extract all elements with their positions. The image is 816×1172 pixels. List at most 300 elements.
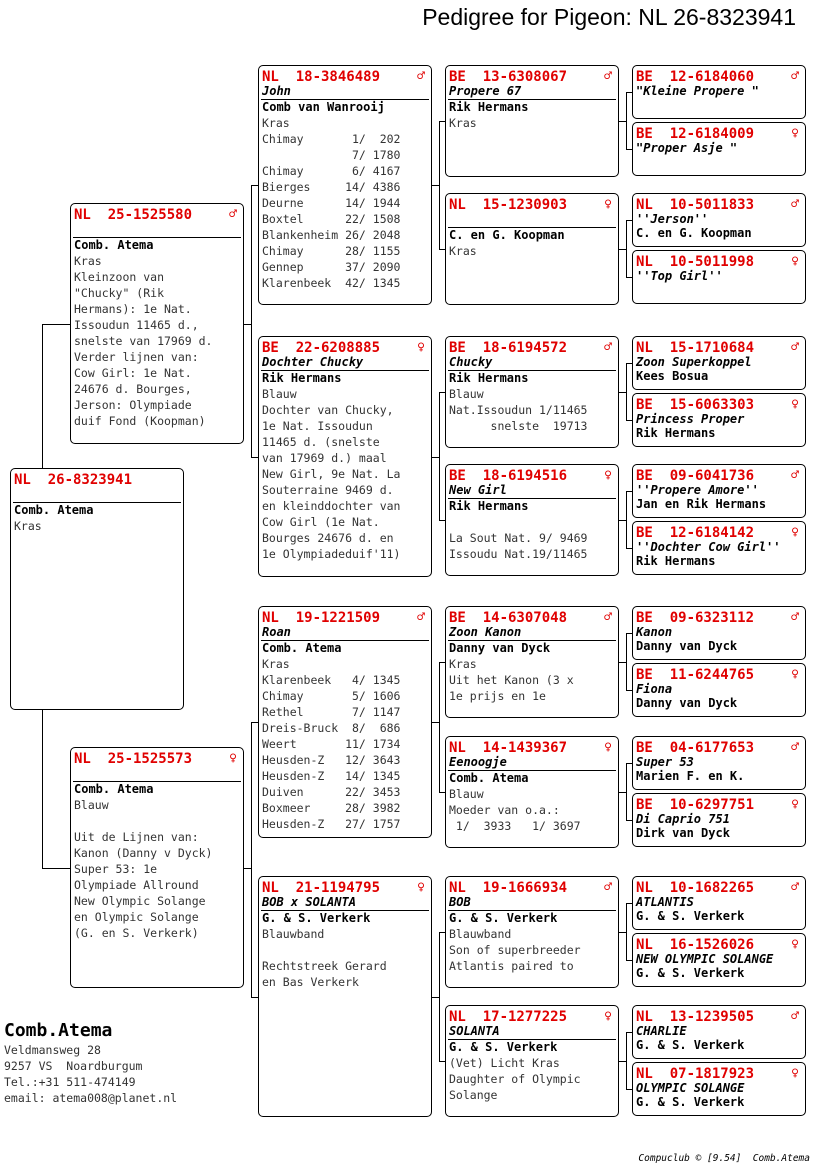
female-icon: ♀	[604, 197, 612, 212]
owner-name: Comb. Atema	[14, 503, 94, 517]
pigeon-name: NEW OLYMPIC SOLANGE	[636, 952, 774, 966]
ring-number: NL 07-1817923	[636, 1066, 755, 1082]
male-icon: ♂	[417, 610, 425, 625]
owner-name: Rik Hermans	[449, 499, 529, 513]
page-title: Pedigree for Pigeon: NL 26-8323941	[422, 4, 796, 30]
info-line: 1/ 3933 1/ 3697	[449, 819, 581, 833]
address-line: email: atema008@planet.nl	[4, 1091, 178, 1105]
pigeon-name: ''Propere Amore''	[636, 483, 759, 497]
owner-name: C. en G. Koopman	[449, 228, 565, 242]
info-line: Blauw	[74, 798, 109, 812]
info-line: en Bas Verkerk	[262, 975, 359, 989]
connector-line	[244, 868, 251, 869]
owner-name: Rik Hermans	[636, 426, 716, 440]
footer-credit: Compuclub © [9.54] Comb.Atema	[638, 1153, 810, 1164]
pigeon-name	[446, 213, 618, 226]
info-line	[71, 813, 243, 829]
info-line: Olympiade Allround	[74, 878, 199, 892]
connector-line	[432, 185, 439, 186]
ring-number: NL 25-1525580	[74, 207, 193, 223]
info-line: Cow Girl: 1e Nat.	[74, 366, 192, 380]
info-line: 7/ 1780	[262, 148, 401, 162]
info-line: Souterraine 9469 d.	[262, 483, 394, 497]
info-line: en kleinddochter van	[262, 499, 401, 513]
owner-name: G. & S. Verkerk	[636, 1038, 745, 1052]
ring-number: NL 25-1525573	[74, 751, 193, 767]
male-icon: ♂	[791, 1009, 799, 1024]
card-header	[633, 251, 805, 270]
ring-number: BE 12-6184009	[636, 126, 755, 142]
owner-name: Kees Bosua	[636, 369, 709, 383]
male-icon: ♂	[791, 880, 799, 895]
pigeon-name: New Girl	[449, 483, 507, 497]
female-icon: ♀	[791, 126, 799, 141]
ring-number: NL 21-1194795	[262, 880, 381, 896]
female-icon: ♀	[417, 340, 425, 355]
ring-number: BE 12-6184142	[636, 525, 755, 541]
owner-name: Dirk van Dyck	[636, 826, 730, 840]
owner-name: Jan en Rik Hermans	[636, 497, 767, 511]
connector-line	[439, 392, 440, 520]
owner-name: G. & S. Verkerk	[449, 911, 558, 925]
pigeon-card-g2[interactable]	[632, 122, 806, 176]
card-header	[633, 934, 805, 953]
info-line: Blauw	[449, 387, 484, 401]
info-line: "Chucky" (Rik	[74, 286, 165, 300]
card-header	[11, 469, 183, 488]
ring-number: NL 15-1710684	[636, 340, 755, 356]
pigeon-name: ATLANTIS	[636, 895, 694, 909]
pigeon-name: OLYMPIC SOLANGE	[636, 1081, 745, 1095]
connector-line	[251, 185, 258, 186]
info-line	[259, 942, 431, 958]
card-header	[259, 66, 431, 85]
card-header	[446, 465, 618, 484]
connector-line	[251, 185, 252, 457]
connector-line	[626, 220, 627, 277]
info-line: Dreis-Bruck 8/ 686	[262, 721, 401, 735]
info-line: Klarenbeek 42/ 1345	[262, 276, 401, 290]
female-icon: ♀	[791, 397, 799, 412]
owner-name: Danny van Dyck	[636, 696, 738, 710]
connector-line	[439, 121, 440, 249]
owner-name: Rik Hermans	[262, 371, 342, 385]
ring-number: BE 09-6041736	[636, 468, 755, 484]
connector-line	[626, 92, 627, 149]
female-icon: ♀	[604, 1009, 612, 1024]
card-header	[633, 664, 805, 683]
info-line: Issoudu Nat.19/11465	[449, 547, 588, 561]
card-header	[446, 737, 618, 756]
card-header	[633, 465, 805, 484]
ring-number: BE 04-6177653	[636, 740, 755, 756]
card-header	[633, 877, 805, 896]
card-header	[633, 1063, 805, 1082]
connector-line	[626, 363, 627, 420]
owner-name: G. & S. Verkerk	[636, 966, 745, 980]
owner-name: Comb. Atema	[262, 641, 342, 655]
info-line: 1e prijs en 1e	[449, 689, 546, 703]
owner-name: Comb. Atema	[74, 238, 154, 252]
info-line: Cow Girl (1e Nat.	[262, 515, 380, 529]
card-header	[633, 123, 805, 142]
male-icon: ♂	[791, 197, 799, 212]
pigeon-card-g10[interactable]	[632, 663, 806, 717]
info-line: Blauwband	[449, 927, 512, 941]
pigeon-name	[11, 488, 183, 501]
pigeon-card-sdd[interactable]	[445, 464, 619, 576]
owner-name: G. & S. Verkerk	[636, 1095, 745, 1109]
info-line: Kleinzoon van	[74, 270, 165, 284]
connector-line	[626, 491, 627, 548]
info-line: Bierges 14/ 4386	[262, 180, 401, 194]
pigeon-name: "Kleine Propere "	[636, 84, 759, 98]
pigeon-name: ''Dochter Cow Girl''	[636, 540, 781, 554]
pigeon-name: Roan	[262, 625, 291, 639]
card-header	[633, 1006, 805, 1025]
pigeon-card-g12[interactable]	[632, 793, 806, 847]
male-icon: ♂	[417, 69, 425, 84]
address-line: Veldmansweg 28	[4, 1043, 101, 1057]
card-header	[259, 607, 431, 626]
card-header	[633, 394, 805, 413]
owner-name: Comb. Atema	[449, 771, 529, 785]
pigeon-card-ss[interactable]	[258, 65, 432, 305]
male-icon: ♂	[604, 340, 612, 355]
owner-name: Rik Hermans	[636, 554, 716, 568]
connector-line	[619, 792, 626, 793]
ring-number: BE 22-6208885	[262, 340, 381, 356]
info-line: Uit het Kanon (3 x	[449, 673, 574, 687]
breeder-name: Comb.Atema	[4, 1020, 113, 1041]
male-icon: ♂	[791, 468, 799, 483]
connector-line	[432, 997, 439, 998]
ring-number: NL 19-1666934	[449, 880, 568, 896]
card-header	[633, 607, 805, 626]
card-header	[446, 194, 618, 213]
pigeon-name: ''Top Girl''	[636, 269, 723, 283]
pigeon-card-ds[interactable]	[258, 606, 432, 838]
info-line: Kras	[74, 254, 102, 268]
pigeon-card-g1[interactable]	[632, 65, 806, 119]
ring-number: NL 17-1277225	[449, 1009, 568, 1025]
card-header	[633, 737, 805, 756]
male-icon: ♂	[604, 610, 612, 625]
connector-line	[432, 457, 439, 458]
info-line: Gennep 37/ 2090	[262, 260, 401, 274]
pigeon-name: ''Jerson''	[636, 212, 709, 226]
info-line: Blankenheim 26/ 2048	[262, 228, 401, 242]
pigeon-name: BOB x SOLANTA	[262, 895, 356, 909]
ring-number: NL 13-1239505	[636, 1009, 755, 1025]
male-icon: ♂	[791, 69, 799, 84]
info-line: 1e Olympiadeduif'11)	[262, 547, 401, 561]
female-icon: ♀	[417, 880, 425, 895]
info-line: New Olympic Solange	[74, 894, 206, 908]
connector-line	[619, 520, 626, 521]
ring-number: NL 10-5011998	[636, 254, 755, 270]
female-icon: ♀	[791, 525, 799, 540]
connector-line	[251, 997, 258, 998]
pigeon-name: Zoon Kanon	[449, 625, 522, 639]
connector-line	[619, 932, 626, 933]
male-icon: ♂	[791, 740, 799, 755]
card-header	[71, 204, 243, 223]
info-line: La Sout Nat. 9/ 9469	[449, 531, 588, 545]
connector-line	[244, 324, 251, 325]
info-line: Kras	[14, 519, 42, 533]
ring-number: NL 10-1682265	[636, 880, 755, 896]
connector-line	[619, 1061, 626, 1062]
ring-number: NL 19-1221509	[262, 610, 381, 626]
info-line: Dochter van Chucky,	[262, 403, 394, 417]
info-line: Chimay 28/ 1155	[262, 244, 401, 258]
owner-name: Marien F. en K.	[636, 769, 745, 783]
info-line: Boxmeer 28/ 3982	[262, 801, 401, 815]
female-icon: ♀	[604, 740, 612, 755]
info-line: Kras	[262, 116, 290, 130]
pigeon-card-dsd[interactable]	[445, 736, 619, 848]
owner-name: Rik Hermans	[449, 371, 529, 385]
info-line: van 17969 d.) maal	[262, 451, 387, 465]
female-icon: ♀	[229, 751, 237, 766]
owner-name: G. & S. Verkerk	[636, 909, 745, 923]
pigeon-name: Super 53	[636, 755, 694, 769]
connector-line	[626, 1032, 627, 1089]
male-icon: ♂	[229, 207, 237, 222]
info-line: Deurne 14/ 1944	[262, 196, 401, 210]
pigeon-card-g4[interactable]	[632, 250, 806, 304]
info-line: Kras	[449, 244, 477, 258]
info-line: Nat.Issoudun 1/11465	[449, 403, 588, 417]
info-line: Duiven 22/ 3453	[262, 785, 401, 799]
male-icon: ♂	[604, 69, 612, 84]
pigeon-card-dam[interactable]	[70, 747, 244, 988]
card-header	[633, 337, 805, 356]
pigeon-card-g11[interactable]	[632, 736, 806, 790]
info-line: Weert 11/ 1734	[262, 737, 401, 751]
info-line: Rechtstreek Gerard	[262, 959, 387, 973]
pigeon-card-g14[interactable]	[632, 933, 806, 987]
info-line: Blauw	[262, 387, 297, 401]
connector-line	[626, 763, 627, 820]
info-line: Kanon (Danny v Dyck)	[74, 846, 213, 860]
pigeon-card-sss[interactable]	[445, 65, 619, 177]
info-line: Chimay 5/ 1606	[262, 689, 401, 703]
pigeon-name: "Proper Asje "	[636, 141, 738, 155]
info-line: Daughter of Olympic	[449, 1072, 581, 1086]
info-line: snelste van 17969 d.	[74, 334, 213, 348]
pigeon-name: Eenoogje	[449, 755, 507, 769]
info-line: en Olympic Solange	[74, 910, 199, 924]
pigeon-name: Fiona	[636, 682, 673, 696]
card-header	[71, 748, 243, 767]
address-line: 9257 VS Noardburgum	[4, 1059, 143, 1073]
info-line: Rethel 7/ 1147	[262, 705, 401, 719]
pigeon-card-dds[interactable]	[445, 876, 619, 988]
info-line: duif Fond (Koopman)	[74, 414, 206, 428]
pigeon-name	[71, 767, 243, 780]
owner-name: Comb. Atema	[74, 782, 154, 796]
pigeon-card-g16[interactable]	[632, 1062, 806, 1116]
card-header	[446, 1006, 618, 1025]
info-line: (Vet) Licht Kras	[449, 1056, 560, 1070]
ring-number: BE 13-6308067	[449, 69, 568, 85]
card-header	[446, 877, 618, 896]
pigeon-card-subject[interactable]	[10, 468, 184, 710]
pigeon-name: BOB	[449, 895, 471, 909]
connector-line	[619, 121, 626, 122]
male-icon: ♂	[791, 610, 799, 625]
connector-line	[251, 457, 258, 458]
male-icon: ♂	[791, 340, 799, 355]
owner-name: Comb van Wanrooij	[262, 100, 385, 114]
ring-number: NL 10-5011833	[636, 197, 755, 213]
pigeon-name: Dochter Chucky	[262, 355, 364, 369]
card-header	[633, 522, 805, 541]
pigeon-card-g13[interactable]	[632, 876, 806, 930]
info-line: Jerson: Olympiade	[74, 398, 192, 412]
connector-line	[619, 249, 626, 250]
info-line: Kras	[262, 657, 290, 671]
owner-name: Danny van Dyck	[636, 639, 738, 653]
female-icon: ♀	[791, 797, 799, 812]
info-line: Hermans): 1e Nat.	[74, 302, 192, 316]
info-line: Son of superbreeder	[449, 943, 581, 957]
pigeon-card-sire[interactable]	[70, 203, 244, 444]
pigeon-name: Di Caprio 751	[636, 812, 730, 826]
pigeon-card-dss[interactable]	[445, 606, 619, 718]
ring-number: BE 09-6323112	[636, 610, 755, 626]
owner-name: Danny van Dyck	[449, 641, 551, 655]
pigeon-card-g5[interactable]	[632, 336, 806, 390]
ring-number: BE 14-6307048	[449, 610, 568, 626]
ring-number: NL 15-1230903	[449, 197, 568, 213]
card-header	[259, 877, 431, 896]
pigeon-name: SOLANTA	[449, 1024, 500, 1038]
connector-line	[626, 903, 627, 960]
info-line: Issoudun 11465 d.,	[74, 318, 199, 332]
pigeon-name: John	[262, 84, 291, 98]
female-icon: ♀	[791, 1066, 799, 1081]
info-line: Heusden-Z 14/ 1345	[262, 769, 401, 783]
ring-number: NL 16-1526026	[636, 937, 755, 953]
pigeon-card-sds[interactable]	[445, 336, 619, 448]
pigeon-card-ddd[interactable]	[445, 1005, 619, 1117]
info-line: Verder lijnen van:	[74, 350, 199, 364]
connector-line	[251, 722, 252, 997]
pigeon-name	[71, 223, 243, 236]
female-icon: ♀	[604, 468, 612, 483]
info-line: Solange	[449, 1088, 498, 1102]
info-line: Kras	[449, 116, 477, 130]
ring-number: NL 26-8323941	[14, 472, 133, 488]
info-line: Bourges 24676 d. en	[262, 531, 394, 545]
connector-line	[251, 722, 258, 723]
info-line	[446, 514, 618, 530]
address-line: Tel.:+31 511-474149	[4, 1075, 136, 1089]
ring-number: BE 12-6184060	[636, 69, 755, 85]
connector-line	[432, 722, 439, 723]
info-line: Chimay 1/ 202	[262, 132, 401, 146]
info-line: Boxtel 22/ 1508	[262, 212, 401, 226]
card-header	[259, 337, 431, 356]
male-icon: ♂	[604, 880, 612, 895]
pigeon-name: CHARLIE	[636, 1024, 687, 1038]
connector-line	[439, 662, 440, 792]
ring-number: BE 18-6194516	[449, 468, 568, 484]
breeder-address	[4, 1020, 177, 1106]
owner-name: G. & S. Verkerk	[262, 911, 371, 925]
info-line: Uit de Lijnen van:	[74, 830, 199, 844]
info-line: 11465 d. (snelste	[262, 435, 380, 449]
female-icon: ♀	[791, 254, 799, 269]
pigeon-card-g6[interactable]	[632, 393, 806, 447]
pigeon-card-g15[interactable]	[632, 1005, 806, 1059]
info-line: Chimay 6/ 4167	[262, 164, 401, 178]
card-header	[633, 794, 805, 813]
connector-line	[42, 324, 70, 325]
owner-name: Rik Hermans	[449, 100, 529, 114]
pigeon-card-g9[interactable]	[632, 606, 806, 660]
pigeon-name: Zoon Superkoppel	[636, 355, 752, 369]
card-header	[446, 607, 618, 626]
info-line: Atlantis paired to	[449, 959, 574, 973]
connector-line	[619, 662, 626, 663]
pigeon-card-dd[interactable]	[258, 876, 432, 1117]
ring-number: NL 18-3846489	[262, 69, 381, 85]
ring-number: BE 11-6244765	[636, 667, 755, 683]
pigeon-card-g3[interactable]	[632, 193, 806, 247]
connector-line	[439, 932, 440, 1061]
info-line: Kras	[449, 657, 477, 671]
info-line: Klarenbeek 4/ 1345	[262, 673, 401, 687]
info-line: Heusden-Z 27/ 1757	[262, 817, 401, 831]
info-line: Moeder van o.a.:	[449, 803, 560, 817]
pigeon-card-g7[interactable]	[632, 464, 806, 518]
info-line: New Girl, 9e Nat. La	[262, 467, 401, 481]
pigeon-name: Kanon	[636, 625, 673, 639]
owner-name: G. & S. Verkerk	[449, 1040, 558, 1054]
info-line: Super 53: 1e	[74, 862, 158, 876]
pigeon-name: Princess Proper	[636, 412, 745, 426]
connector-line	[619, 392, 626, 393]
connector-line	[42, 868, 70, 869]
female-icon: ♀	[791, 667, 799, 682]
connector-line	[626, 633, 627, 690]
info-line: Heusden-Z 12/ 3643	[262, 753, 401, 767]
card-header	[446, 337, 618, 356]
ring-number: BE 15-6063303	[636, 397, 755, 413]
pigeon-name: Chucky	[449, 355, 493, 369]
info-line: (G. en S. Verkerk)	[74, 926, 199, 940]
info-line: 1e Nat. Issoudun	[262, 419, 373, 433]
pigeon-name: Propere 67	[449, 84, 522, 98]
info-line: snelste 19713	[449, 419, 588, 433]
pigeon-card-g8[interactable]	[632, 521, 806, 575]
ring-number: BE 18-6194572	[449, 340, 568, 356]
card-header	[633, 194, 805, 213]
pigeon-card-sd[interactable]	[258, 336, 432, 577]
ring-number: BE 10-6297751	[636, 797, 755, 813]
card-header	[633, 66, 805, 85]
owner-name: C. en G. Koopman	[636, 226, 752, 240]
info-line: Blauw	[449, 787, 484, 801]
pigeon-card-ssd[interactable]	[445, 193, 619, 305]
female-icon: ♀	[791, 937, 799, 952]
info-line: Blauwband	[262, 927, 325, 941]
ring-number: NL 14-1439367	[449, 740, 568, 756]
